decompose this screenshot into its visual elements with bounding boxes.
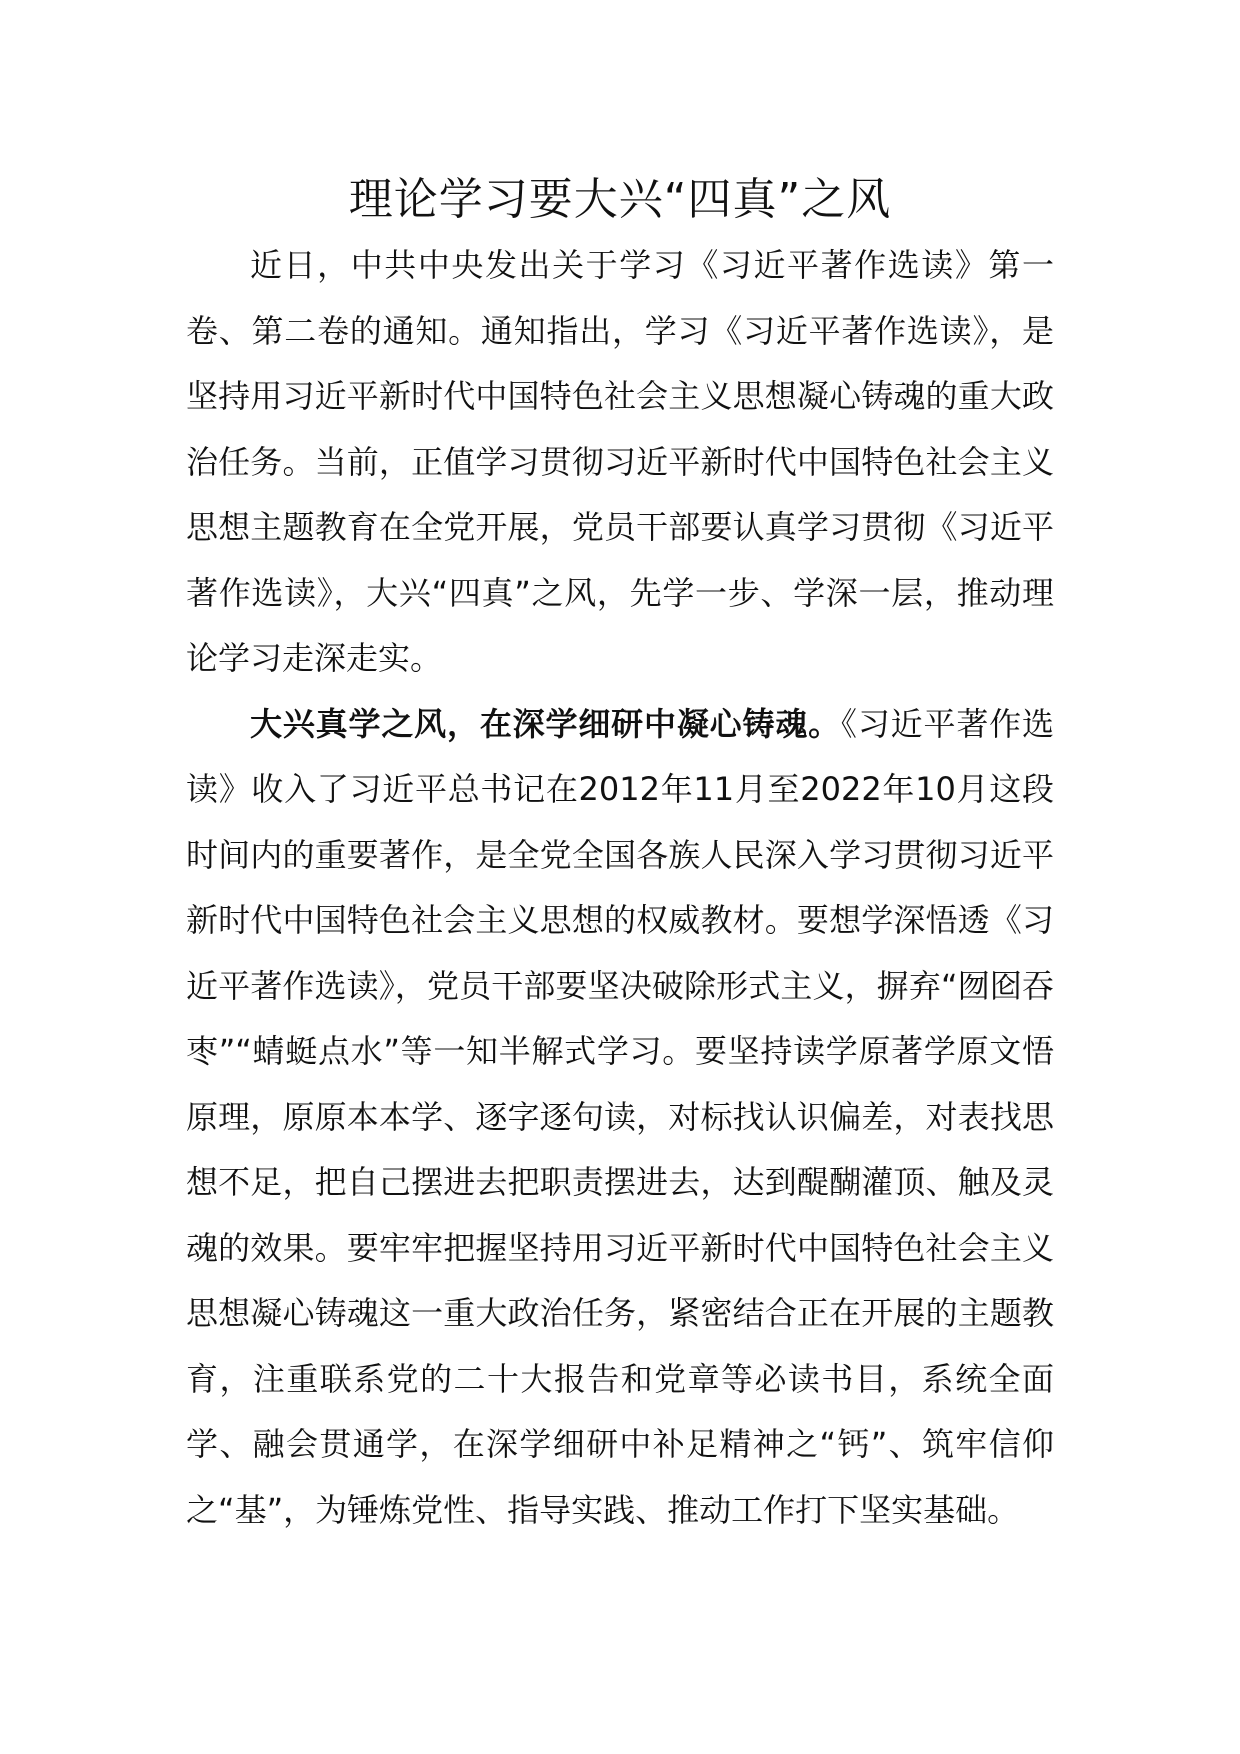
paragraph-intro <box>186 233 1054 692</box>
paragraph-true-study <box>186 692 1054 1544</box>
paragraph-text: 《习近平著作选读》收入了习近平总书记在2012年11月至2022年10月这段时间内的重要著作，是全党全国各族人民深入学习贯彻习近平新时代中国特色社会主义思想的权威教材。要想学深悟透《习近平著作选读》，党员干部要坚决破除形式主义，摒弃“囫囵吞枣”“蜻蜓点水”等一知半解式学习。要坚持读学原著学原文悟原理，原原本本学、逐字逐句读，对标找认识偏差，对表找思想不足，把自己摆进去把职责摆进去，达到醍醐灌顶、触及灵魂的效果。要牢牢把握坚持用习近平新时代中国特色社会主义思想凝心铸魂这一重大政治任务，紧密结合正在开展的主题教育，注重联系党的二十大报告和党章等必读书目，系统全面学、融会贯通学，在深学细研中补足精神之“钙”、筑牢信仰之“基”，为锤炼党性、指导实践、推动工作打下坚实基础。 <box>186 704 1054 1529</box>
paragraph-lead-sentence: 大兴真学之风，在深学细研中凝心铸魂。 <box>250 704 841 743</box>
paragraph-text: 近日，中共中央发出关于学习《习近平著作选读》第一卷、第二卷的通知。通知指出，学习《习近平著作选读》，是坚持用习近平新时代中国特色社会主义思想凝心铸魂的重大政治任务。当前，正值学习贯彻习近平新时代中国特色社会主义思想主题教育在全党开展，党员干部要认真学习贯彻《习近平著作选读》，大兴“四真”之风，先学一步、学深一层，推动理论学习走深走实。 <box>186 246 1054 677</box>
document-body <box>186 233 1054 1543</box>
document-title: 理论学习要大兴“四真”之风 <box>348 174 892 225</box>
